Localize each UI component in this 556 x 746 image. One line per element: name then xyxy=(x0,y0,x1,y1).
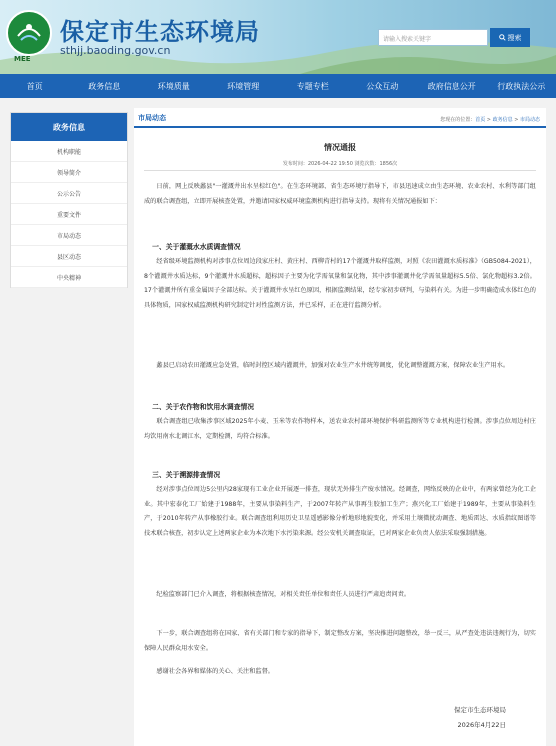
breadcrumb xyxy=(440,116,540,123)
nav-info-disclosure[interactable]: 政府信息公开 xyxy=(427,81,476,91)
paragraph-3: 联合调查组已收集涉事区域2025年小麦、玉米等农作物样本，送农业农村部环境保护科研监测所等专业机构进行检测。涉事点位周边村庄均饮用南水北调江水，定期检测，均符合标准。 xyxy=(144,418,536,440)
nav-home[interactable]: 首页 xyxy=(26,81,43,91)
sidebar-title: 政务信息 xyxy=(11,113,127,141)
breadcrumb-current[interactable]: 市局动态 xyxy=(519,117,540,123)
signature-org: 保定市生态环境局 xyxy=(454,706,506,714)
sidebar xyxy=(10,112,128,288)
nav-public-interaction[interactable]: 公众互动 xyxy=(366,81,399,91)
article-meta: 发布时间：2026-04-22 19:50 浏览次数：1856次 xyxy=(282,161,398,167)
search-button-label: 搜索 xyxy=(507,33,522,42)
paragraph-2: 蠡县已启动农田灌溉应急处置，临时封控区域内灌溉井，加强对农业生产水井统筹调度，优化调整灌溉方案，保障农业生产用水。 xyxy=(156,362,510,369)
paragraph-5: 纪检监察部门已介入调查，将根据核查情况，对相关责任单位和责任人员进行严肃追责问责。 xyxy=(156,591,411,598)
sidebar-item-central-spirit[interactable]: 中央精神 xyxy=(11,267,127,288)
sidebar-item-documents[interactable]: 重要文件 xyxy=(11,204,127,225)
site-title[interactable]: 保定市生态环境局 xyxy=(60,17,260,46)
nav-gov-info[interactable]: 政务信息 xyxy=(88,81,121,91)
nav-env-management[interactable]: 环境管理 xyxy=(227,81,260,91)
logo-label: MEE xyxy=(14,55,31,63)
nav-topics[interactable]: 专题专栏 xyxy=(296,81,329,91)
sidebar-item-functions[interactable]: 机构职能 xyxy=(11,141,127,162)
section-tab[interactable]: 市局动态 xyxy=(138,114,166,122)
site-url: sthjj.baoding.gov.cn xyxy=(60,44,171,57)
paragraph-4: 经对涉事点位周边5公里内28家现有工业企业开展逐一排查，现状无外排生产废水情况。经调查，网络反映的企业中，有两家曾经为化工企业。其中宏泰化工厂始建于1988年，主要从事染料生产，于2007年转产从事再生胶加工生产；燕兴化工厂始建于1989年，主要从事染料生产，于2010年转产从事橡胶行业。联合调查组利用历史卫星遥感影像分析地形地貌变化，并采用土壤微扰动调查、地质雷达、水质指纹图谱等技术联合核查，初步认定上述两家企业为本次地下水污染来源。经公安机关调查取证，已对两家企业负责人依法采取强制措施。 xyxy=(144,486,536,537)
content-header xyxy=(134,108,546,128)
site-header xyxy=(0,0,556,74)
breadcrumb-home[interactable]: 首页 xyxy=(475,117,486,123)
divider xyxy=(144,170,536,171)
paragraph-6: 下一步，联合调查组将在国家、省有关部门和专家的指导下，制定整改方案，坚决推进问题整改，举一反三，从严查处违法违规行为，切实保障人民群众用水安全。 xyxy=(144,630,536,652)
search-button[interactable] xyxy=(490,28,530,47)
nav-enforcement[interactable]: 行政执法公示 xyxy=(497,81,546,91)
sidebar-item-leaders[interactable]: 领导简介 xyxy=(11,162,127,183)
article-title: 情况通报 xyxy=(324,143,356,152)
nav-env-quality[interactable]: 环境质量 xyxy=(157,81,190,91)
sidebar-item-bureau-news[interactable]: 市局动态 xyxy=(11,225,127,246)
paragraph-intro: 日前，网上反映蠡县"一灌溉井出水呈棕红色"。在生态环境部、省生态环境厅指导下，市县迅速成立由生态环境、农业农村、水利等部门组成的联合调查组，立即开展核查处置，并邀请国家权威环境监测机构进行指导支持。现将有关情况通报如下： xyxy=(144,183,536,205)
signature-date: 2026年4月22日 xyxy=(457,721,506,729)
sidebar-item-county-news[interactable]: 县区动态 xyxy=(11,246,127,267)
breadcrumb-sep-2: > xyxy=(512,117,520,123)
sidebar-item-notices[interactable]: 公示公告 xyxy=(11,183,127,204)
main-nav xyxy=(0,74,556,98)
section-heading-1: 一、关于灌溉水水质调查情况 xyxy=(152,243,241,251)
search-icon xyxy=(499,34,506,41)
section-heading-3: 三、关于溯源排查情况 xyxy=(152,471,221,479)
main-content xyxy=(134,108,546,746)
paragraph-1: 经省级环境监测机构对涉事点位周边段家庄村、黄庄村、西柳青村的17个灌溉井取样监测，对照《农田灌溉水质标准》（GB5084-2021），8个灌溉井水质达标，9个灌溉井水质超标，超标因子主要为化学需氧量和氯化物，其中涉事灌溉井化学需氧量超标5.5倍、氯化物超标3.2倍。17个灌溉井所有重金属因子全部达标。关于灌溉井水呈红色原因，根据监测结果，经专家初步研判，与染料有关。为进一步明确造成水体红色的具体物质，国家权威监测机构研究制定针对性监测方法，并已采样，正在进行监测分析。 xyxy=(144,258,536,309)
search-input[interactable]: 请输入搜索关键字 xyxy=(378,29,488,46)
paragraph-7: 感谢社会各界和媒体的关心、关注和监督。 xyxy=(156,668,274,675)
breadcrumb-sep-1: > xyxy=(485,117,493,123)
section-heading-2: 二、关于农作物和饮用水调查情况 xyxy=(152,403,255,411)
breadcrumb-prefix: 您现在的位置： xyxy=(440,117,476,123)
logo-emblem-icon[interactable] xyxy=(6,10,52,56)
breadcrumb-section[interactable]: 政务信息 xyxy=(492,117,513,123)
